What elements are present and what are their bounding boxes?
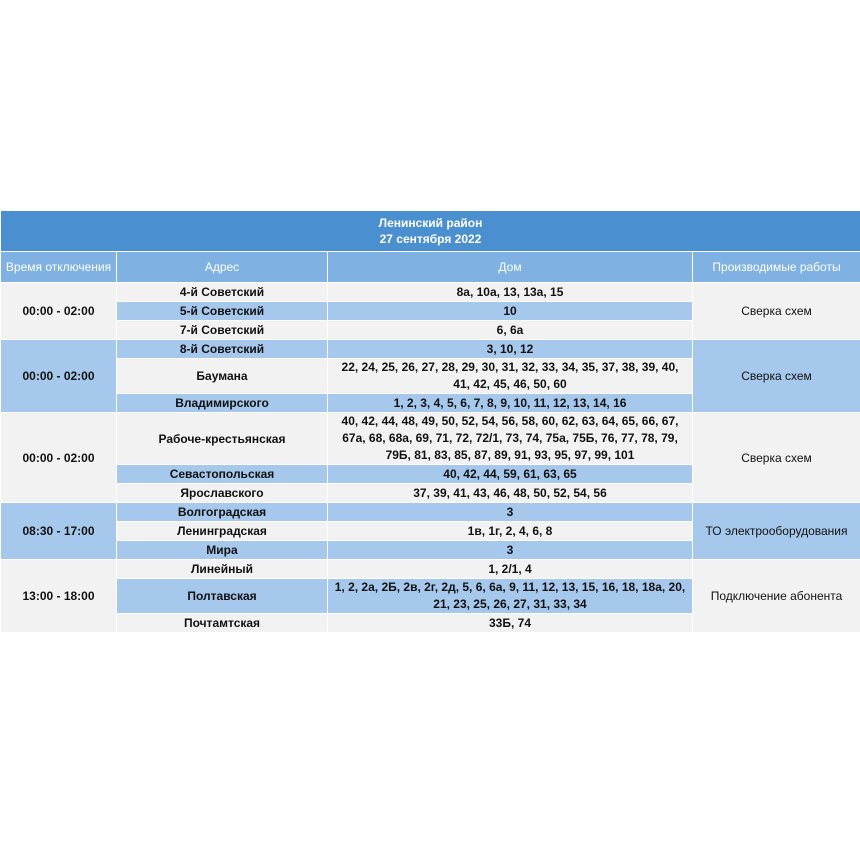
- house-cell: 3: [328, 503, 693, 522]
- work-type-cell: Сверка схем: [693, 283, 860, 340]
- address-cell: 5-й Советский: [117, 302, 328, 321]
- house-cell: 3, 10, 12: [328, 340, 693, 359]
- schedule-date: 27 сентября 2022: [379, 232, 482, 246]
- address-cell: Севастопольская: [117, 465, 328, 484]
- address-cell: Мира: [117, 541, 328, 560]
- house-cell: 1в, 1г, 2, 4, 6, 8: [328, 522, 693, 541]
- address-cell: Владимирского: [117, 394, 328, 413]
- outage-time-cell: 00:00 - 02:00: [1, 340, 117, 413]
- address-cell: Линейный: [117, 560, 328, 579]
- house-cell: 33Б, 74: [328, 614, 693, 633]
- outage-time-cell: 00:00 - 02:00: [1, 283, 117, 340]
- house-cell: 10: [328, 302, 693, 321]
- address-cell: Полтавская: [117, 579, 328, 614]
- work-type-cell: ТО электрооборудования: [693, 503, 860, 560]
- outage-time-cell: 13:00 - 18:00: [1, 560, 117, 633]
- house-cell: 3: [328, 541, 693, 560]
- address-cell: 8-й Советский: [117, 340, 328, 359]
- address-cell: Волгоградская: [117, 503, 328, 522]
- house-cell: 8а, 10а, 13, 13а, 15: [328, 283, 693, 302]
- table-row: [1, 560, 860, 579]
- address-cell: Ленинградская: [117, 522, 328, 541]
- house-cell: 1, 2/1, 4: [328, 560, 693, 579]
- column-header-work: Производимые работы: [693, 252, 860, 283]
- work-type-cell: Сверка схем: [693, 413, 860, 503]
- table-row: [1, 503, 860, 522]
- outage-time-cell: 08:30 - 17:00: [1, 503, 117, 560]
- house-cell: 40, 42, 44, 59, 61, 63, 65: [328, 465, 693, 484]
- address-cell: Баумана: [117, 359, 328, 394]
- table-row: [1, 283, 860, 302]
- house-cell: 1, 2, 2а, 2Б, 2в, 2г, 2д, 5, 6, 6а, 9, 11, 12, 13, 15, 16, 18, 18а, 20, 21, 23, 25, 26, 27, 31, 33, 34: [328, 579, 693, 614]
- house-cell: 1, 2, 3, 4, 5, 6, 7, 8, 9, 10, 11, 12, 13, 14, 16: [328, 394, 693, 413]
- work-type-cell: Подключение абонента: [693, 560, 860, 633]
- column-header-time: Время отключения: [1, 252, 117, 283]
- table-row: [1, 340, 860, 359]
- outage-time-cell: 00:00 - 02:00: [1, 413, 117, 503]
- house-cell: 37, 39, 41, 43, 46, 48, 50, 52, 54, 56: [328, 484, 693, 503]
- house-cell: 22, 24, 25, 26, 27, 28, 29, 30, 31, 32, 33, 34, 35, 37, 38, 39, 40, 41, 42, 45, 46, 50, 60: [328, 359, 693, 394]
- address-cell: 7-й Советский: [117, 321, 328, 340]
- column-header-address: Адрес: [117, 252, 328, 283]
- address-cell: Рабоче-крестьянская: [117, 413, 328, 465]
- address-cell: Почтамтская: [117, 614, 328, 633]
- address-cell: 4-й Советский: [117, 283, 328, 302]
- table-title: [1, 211, 860, 252]
- district-name: Ленинский район: [378, 216, 483, 230]
- table-row: [1, 413, 860, 465]
- work-type-cell: Сверка схем: [693, 340, 860, 413]
- address-cell: Ярославского: [117, 484, 328, 503]
- house-cell: 6, 6а: [328, 321, 693, 340]
- column-header-house: Дом: [328, 252, 693, 283]
- house-cell: 40, 42, 44, 48, 49, 50, 52, 54, 56, 58, 60, 62, 63, 64, 65, 66, 67, 67а, 68, 68а, 69, 71, 72, 72/1, 73, 74, 75а, 75Б, 76, 77, 78, 79, 79Б, 81, 83, 85, 87, 89, 91, 93, 95, 97, 99, 101: [328, 413, 693, 465]
- outage-schedule-table: [0, 210, 860, 633]
